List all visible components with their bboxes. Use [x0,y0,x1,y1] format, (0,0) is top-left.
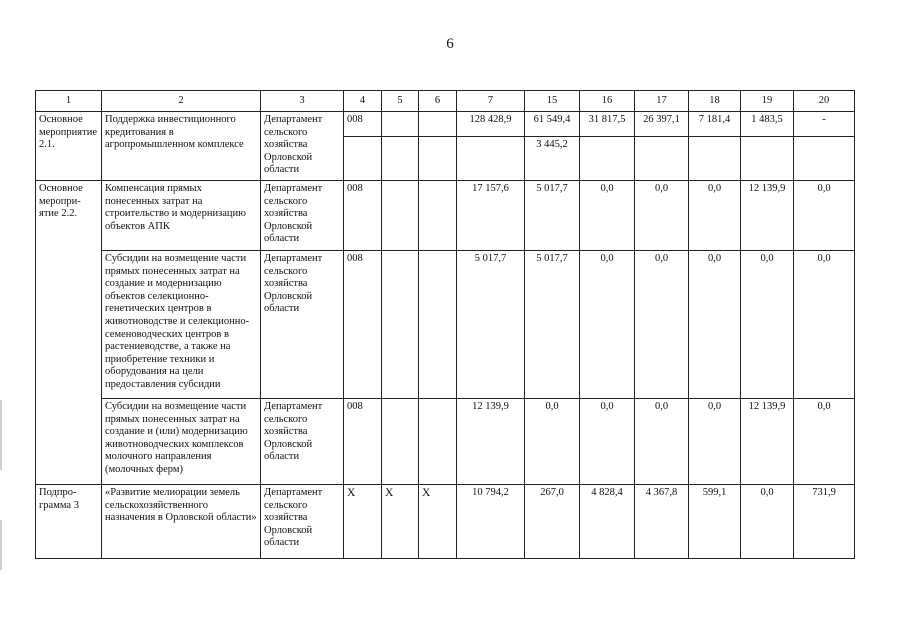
cell-col5 [382,181,419,251]
cell-col6 [419,112,457,137]
cell-col5 [382,399,419,485]
cell-col18 [689,137,741,181]
cell-col15: 0,0 [525,399,580,485]
cell-col17: 26 397,1 [635,112,689,137]
table-row [36,181,855,251]
cell-col19: 0,0 [741,251,794,399]
cell-col18: 7 181,4 [689,112,741,137]
cell-col18: 0,0 [689,399,741,485]
cell-col7: 12 139,9 [457,399,525,485]
cell-col19: 12 139,9 [741,181,794,251]
cell-col7: 5 017,7 [457,251,525,399]
header-cell: 16 [580,91,635,112]
cell-col16: 4 828,4 [580,485,635,559]
header-cell: 1 [36,91,102,112]
cell-col7 [457,137,525,181]
header-cell: 19 [741,91,794,112]
cell-col20: - [794,112,855,137]
cell-col4: 008 [344,399,382,485]
cell-col18: 0,0 [689,181,741,251]
row-department: Департамент сельского хозяйства Орловской области [261,112,344,181]
row-department: Департамент сельского хозяйства Орловской области [261,251,344,399]
header-row [36,91,855,112]
cell-col6 [419,137,457,181]
cell-col20: 0,0 [794,251,855,399]
cell-col6 [419,251,457,399]
cell-col15: 267,0 [525,485,580,559]
row-department: Департамент сельского хозяйства Орловской области [261,399,344,485]
cell-col20 [794,137,855,181]
cell-col16: 0,0 [580,399,635,485]
cell-col20: 0,0 [794,181,855,251]
cell-col17: 0,0 [635,399,689,485]
table-row [36,485,855,559]
cell-col4: 008 [344,112,382,137]
header-cell: 15 [525,91,580,112]
row-description: «Развитие мелиорации земель сельскохозяйственного назначения в Орловской области» [102,485,261,559]
cell-col19: 1 483,5 [741,112,794,137]
row-label: Подпро-грамма 3 [36,485,102,559]
table-row [36,112,855,137]
cell-col4: 008 [344,251,382,399]
row-description: Компенсация прямых понесенных затрат на строительство и модернизацию объектов АПК [102,181,261,251]
header-cell: 7 [457,91,525,112]
program-table [35,90,855,559]
cell-col20: 0,0 [794,399,855,485]
cell-col15: 61 549,4 [525,112,580,137]
table-row [36,399,855,485]
cell-col19: 12 139,9 [741,399,794,485]
cell-col18: 0,0 [689,251,741,399]
page-number: 6 [446,36,454,52]
cell-col4: 008 [344,181,382,251]
scan-edge-mark [0,520,2,570]
cell-col6 [419,181,457,251]
cell-col6 [419,399,457,485]
row-description: Поддержка инвестиционного кредитования в агропромышленном комплексе [102,112,261,181]
cell-col17: 0,0 [635,251,689,399]
cell-col6: Х [419,485,457,559]
cell-col5 [382,251,419,399]
cell-col5: Х [382,485,419,559]
cell-col16: 0,0 [580,251,635,399]
cell-col7: 10 794,2 [457,485,525,559]
cell-col15: 5 017,7 [525,181,580,251]
cell-col17: 4 367,8 [635,485,689,559]
cell-col16: 0,0 [580,181,635,251]
row-description: Субсидии на возмещение части прямых понесенных затрат на создание и модернизацию объектов селекционно-генетических центров в животноводстве и селекционно-семеноводческих центров в растениеводстве, а также на приобретение техники и оборудования на цели предоставления субсидии [102,251,261,399]
cell-col19: 0,0 [741,485,794,559]
row-label: Основное меропри-ятие 2.2. [36,181,102,485]
row-label: Основное мероприятие 2.1. [36,112,102,181]
header-cell: 4 [344,91,382,112]
cell-col15-sub: 3 445,2 [525,137,580,181]
cell-col16 [580,137,635,181]
cell-col17 [635,137,689,181]
cell-col7: 128 428,9 [457,112,525,137]
cell-col20: 731,9 [794,485,855,559]
cell-col16: 31 817,5 [580,112,635,137]
table-row [36,251,855,399]
header-cell: 6 [419,91,457,112]
header-cell: 20 [794,91,855,112]
header-cell: 2 [102,91,261,112]
header-cell: 18 [689,91,741,112]
cell-col7: 17 157,6 [457,181,525,251]
header-cell: 3 [261,91,344,112]
row-department: Департамент сельского хозяйства Орловской области [261,181,344,251]
header-cell: 17 [635,91,689,112]
cell-col17: 0,0 [635,181,689,251]
cell-col5 [382,112,419,137]
cell-col4: Х [344,485,382,559]
cell-col18: 599,1 [689,485,741,559]
scan-edge-mark [0,400,2,470]
row-department: Департамент сельского хозяйства Орловской области [261,485,344,559]
cell-col4 [344,137,382,181]
cell-col19 [741,137,794,181]
header-cell: 5 [382,91,419,112]
cell-col15: 5 017,7 [525,251,580,399]
row-description: Субсидии на возмещение части прямых понесенных затрат на создание и (или) модернизацию животноводческих комплексов молочного направления (молочных ферм) [102,399,261,485]
cell-col5 [382,137,419,181]
